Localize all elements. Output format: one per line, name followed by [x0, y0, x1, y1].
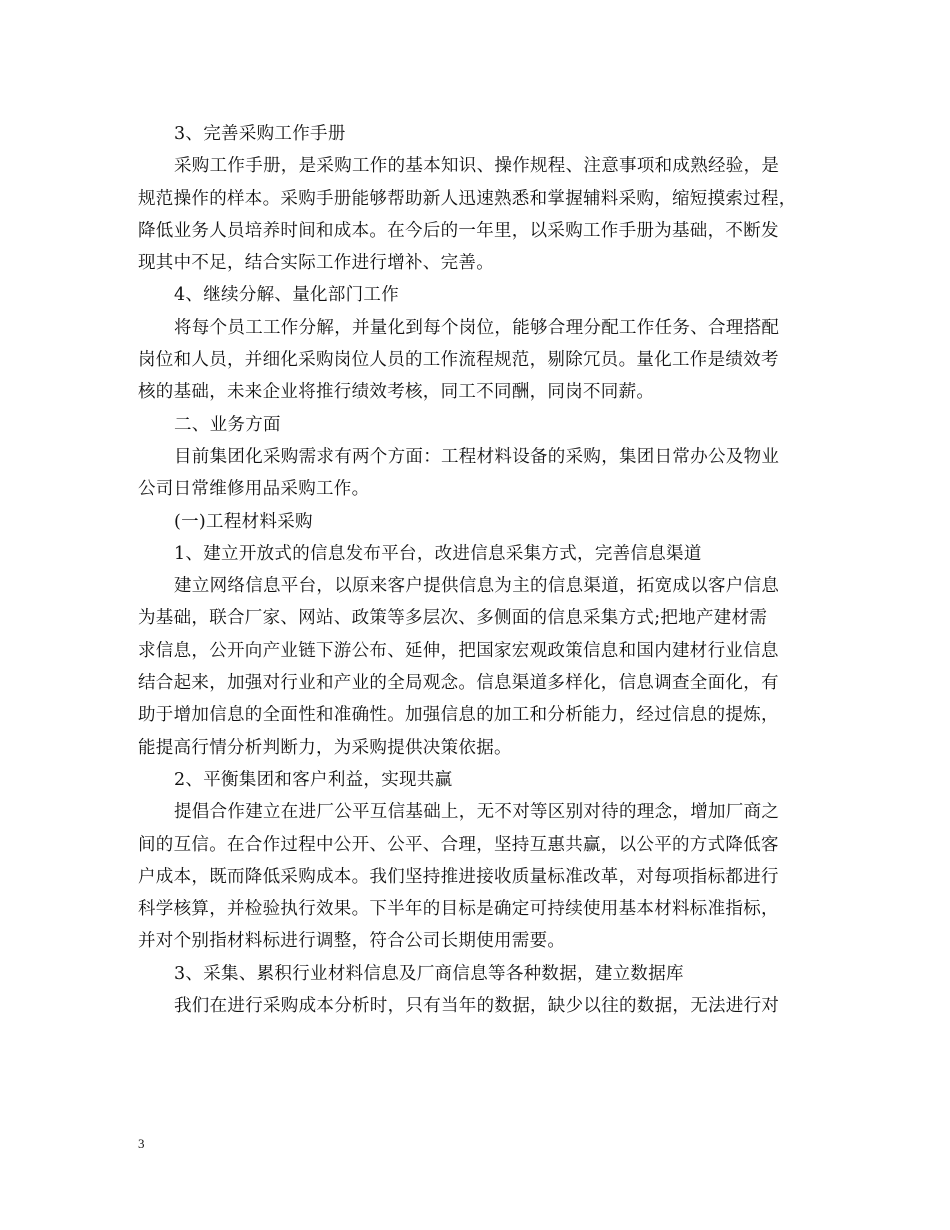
paragraph-line: 为基础，联合厂家、网站、政策等多层次、多侧面的信息采集方式;把地产建材需	[138, 608, 768, 629]
paragraph-line: 核的基础，未来企业将推行绩效考核，同工不同酬，同岗不同薪。	[138, 382, 655, 403]
paragraph-line: 现其中不足，结合实际工作进行增补、完善。	[138, 253, 494, 274]
section-heading-line: 二、业务方面	[174, 414, 281, 435]
paragraph-line: 能提高行情分析判断力，为采购提供决策依据。	[138, 737, 512, 758]
paragraph-line: 结合起来，加强对行业和产业的全局观念。信息渠道多样化，信息调查全面化，有	[138, 673, 779, 694]
heading-line: 2、平衡集团和客户利益，实现共赢	[174, 769, 453, 790]
paragraph-line: 求信息，公开向产业链下游公布、延伸，把国家宏观政策信息和国内建材行业信息	[138, 640, 779, 661]
heading-line: 4、继续分解、量化部门工作	[174, 285, 400, 306]
paragraph-line: 户成本，既而降低采购成本。我们坚持推进接收质量标准改革，对每项指标都进行	[138, 866, 779, 887]
paragraph-line: 规范操作的样本。采购手册能够帮助新人迅速熟悉和掌握辅料采购，缩短摸索过程，	[138, 188, 797, 209]
paragraph-line: 提倡合作建立在进厂公平互信基础上，无不对等区别对待的理念，增加厂商之	[174, 802, 780, 823]
paragraph-line: 降低业务人员培养时间和成本。在今后的一年里，以采购工作手册为基础，不断发	[138, 220, 779, 241]
paragraph-line: 采购工作手册，是采购工作的基本知识、操作规程、注意事项和成熟经验，是	[174, 156, 780, 177]
subsection-heading-line: (一)工程材料采购	[174, 511, 313, 532]
page-number: 3	[138, 1136, 145, 1151]
paragraph-line: 公司日常维修用品采购工作。	[138, 479, 370, 500]
paragraph-line: 并对个别指材料标进行调整，符合公司长期使用需要。	[138, 931, 566, 952]
paragraph-line: 科学核算，并检验执行效果。下半年的目标是确定可持续使用基本材料标准指标，	[138, 899, 779, 920]
heading-line: 1、建立开放式的信息发布平台，改进信息采集方式，完善信息渠道	[174, 543, 702, 564]
paragraph-line: 将每个员工工作分解，并量化到每个岗位，能够合理分配工作任务、合理搭配	[174, 317, 780, 338]
paragraph-line: 岗位和人员，并细化采购岗位人员的工作流程规范，剔除冗员。量化工作是绩效考	[138, 350, 779, 371]
paragraph-line: 助于增加信息的全面性和准确性。加强信息的加工和分析能力，经过信息的提炼，	[138, 705, 779, 726]
heading-line: 3、完善采购工作手册	[174, 124, 346, 144]
paragraph-line: 建立网络信息平台，以原来客户提供信息为主的信息渠道，拓宽成以客户信息	[174, 576, 780, 597]
heading-line: 3、采集、累积行业材料信息及厂商信息等各种数据，建立数据库	[174, 963, 684, 984]
paragraph-line: 目前集团化采购需求有两个方面：工程材料设备的采购，集团日常办公及物业	[174, 446, 780, 467]
paragraph-line: 我们在进行采购成本分析时，只有当年的数据，缺少以往的数据，无法进行对	[174, 996, 780, 1017]
document-body	[138, 118, 838, 1022]
paragraph-line: 间的互信。在合作过程中公开、公平、合理，坚持互惠共赢，以公平的方式降低客	[138, 834, 779, 855]
